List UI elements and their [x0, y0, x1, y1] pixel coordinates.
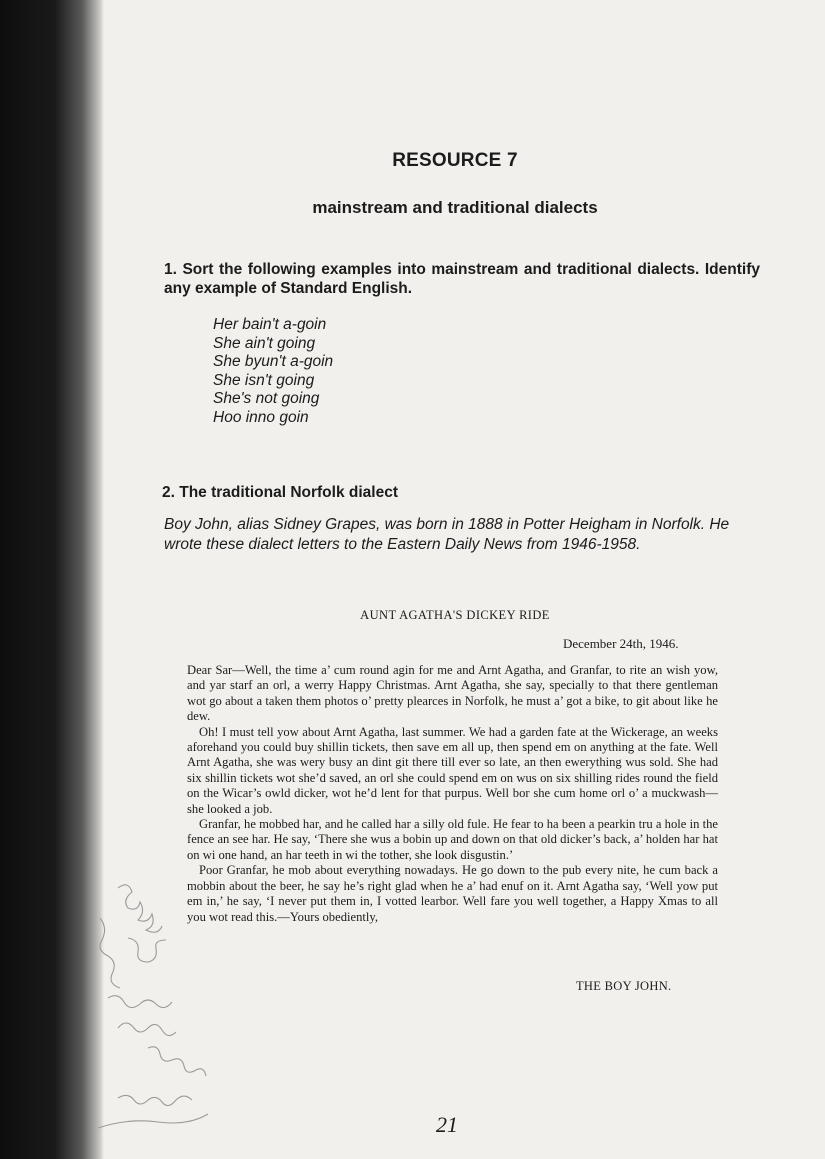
letter-date: December 24th, 1946.: [563, 636, 679, 651]
dialect-examples-list: [213, 316, 333, 428]
page-number: 21: [436, 1112, 458, 1137]
list-item: Hoo inno goin: [213, 408, 309, 426]
letter-paragraph: Poor Granfar, he mob about everything nowadays. He go down to the pub every nite, he cum back a mobbin about the beer, he say he’s right glad when he a’ had enuf on it. Arnt Agatha say, ‘Well yow put em in,’ he say, ‘I never put them in, I votted learbor. Well fare you well together, a Happy Xmas to all you wot read this.—Yours obediently,: [187, 863, 718, 924]
page-title: RESOURCE 7: [392, 150, 518, 171]
pencil-doodle-icon: [88, 878, 238, 1138]
question-1: 1. Sort the following examples into mainstream and traditional dialects. Identify any example of Standard English.: [164, 261, 760, 297]
section-2-heading: 2. The traditional Norfolk dialect: [162, 484, 398, 501]
list-item: She's not going: [213, 390, 320, 408]
letter-body: [187, 663, 718, 925]
list-item: Her bain't a-goin: [213, 316, 327, 333]
letter-paragraph: Oh! I must tell yow about Arnt Agatha, last summer. We had a garden fate at the Wickerage, an weeks aforehand you could buy shillin tickets, then save em all up, then spend em on anything at the fate. Well Arnt Agatha, she was wery busy an dint git there till ever so late, an then ewerything wus sold. She had six shillin tickets wot she’d saved, an orl she could spend em on wus on six shilling rides round the field on the Wicar’s owld dicker, wot he’d lent for that purpus. Well bor she cum home orl o’ a muckwash—she looked a job.: [187, 724, 718, 816]
letter-title: AUNT AGATHA'S DICKEY RIDE: [360, 608, 550, 622]
list-item: She isn't going: [213, 371, 315, 389]
list-item: She ain't going: [213, 334, 316, 352]
page-subtitle: mainstream and traditional dialects: [312, 198, 598, 217]
list-item: She byun't a-goin: [213, 353, 334, 371]
letter-signoff: THE BOY JOHN.: [576, 979, 672, 993]
section-2-intro: Boy John, alias Sidney Grapes, was born in 1888 in Potter Heigham in Norfolk. He wrote these dialect letters to the Eastern Daily News from 1946-1958.: [164, 516, 730, 553]
letter-paragraph: Granfar, he mobbed har, and he called har a silly old fule. He fear to ha been a pearkin tru a hole in the fence an see har. He say, ‘There she wus a bobin up and down on that old dicker’s back, a’ holden har hat on wi one hand, an har teeth in wi the tother, she look disgustin.’: [187, 817, 718, 862]
letter-paragraph: Dear Sar—Well, the time a’ cum round agin for me and Arnt Agatha, and Granfar, to rite an wish yow, and yar starf an orl, a werry Happy Christmas. Arnt Agatha, she say, specially to that there gentleman wot go about a taken them photos o’ pretty plearces in Norfolk, he must a’ got a bike, to git about like he dew.: [187, 663, 718, 724]
